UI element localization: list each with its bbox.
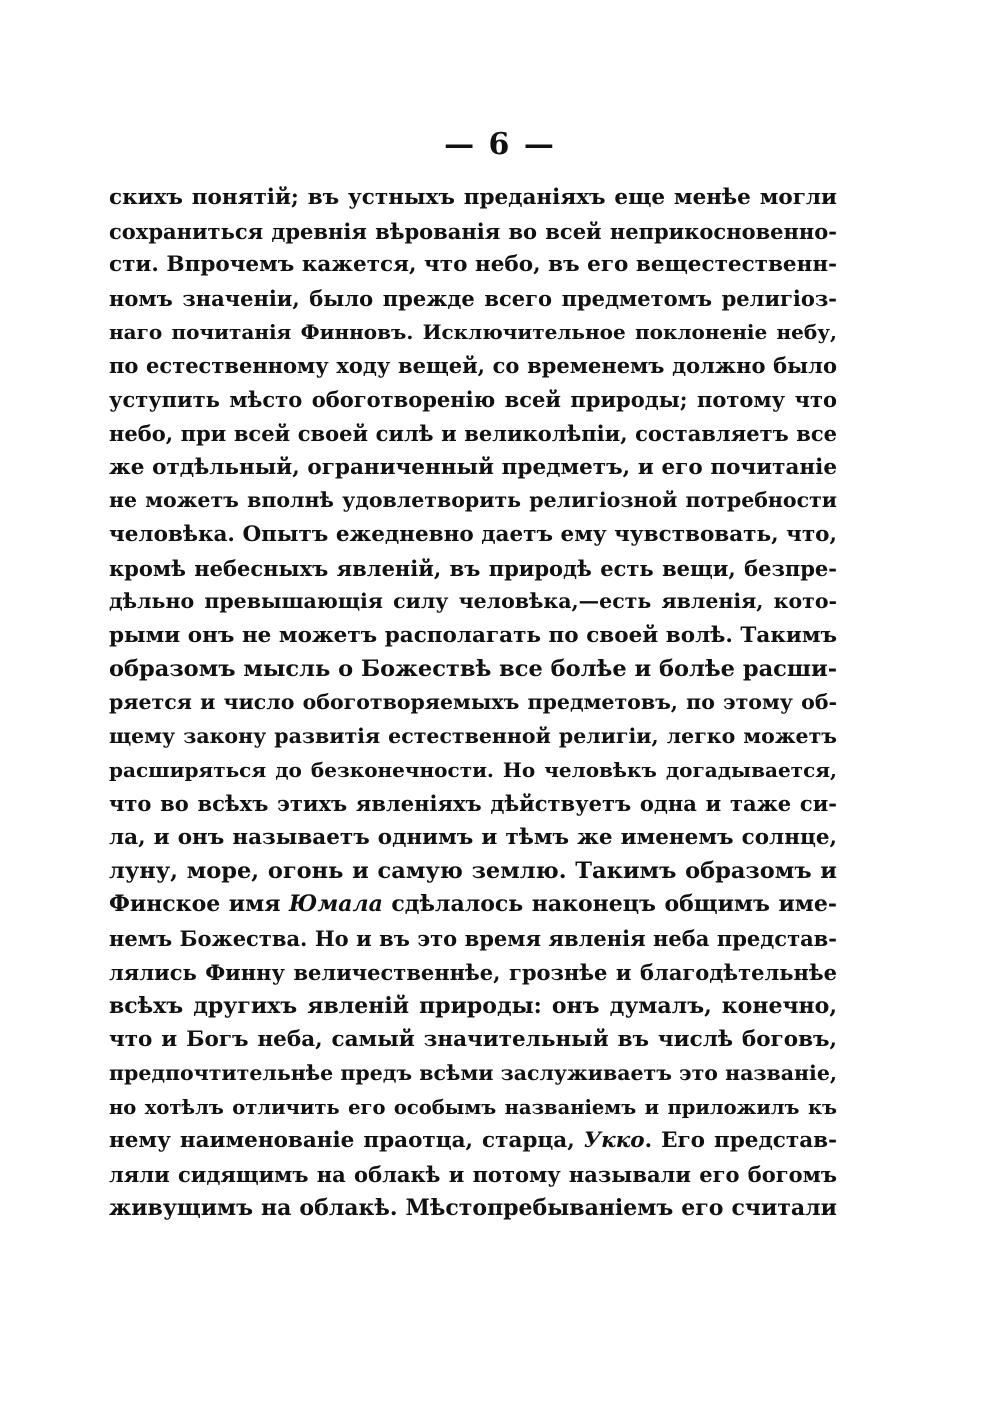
text-run: нему наименованіе праотца, старца, — [109, 1128, 584, 1154]
text-line — [109, 922, 837, 956]
text-run: лялись Финну величественнѣе, грознѣе и благодѣтельнѣе — [109, 959, 837, 985]
text-run: но хотѣлъ отличить его особымъ названіемъ и приложилъ къ — [109, 1095, 837, 1119]
text-run: образомъ мысль о Божествѣ все болѣе и болѣе расши- — [109, 655, 837, 682]
text-run: сти. Впрочемъ кажется, что небо, въ его вещестественн- — [109, 252, 837, 278]
text-run: наго почитанія Финновъ. Исключительное поклоненіе небу, — [109, 319, 837, 344]
text-line — [109, 215, 837, 249]
text-line — [109, 653, 837, 687]
text-run: живущимъ на облакѣ. Мѣстопребываніемъ его считали — [109, 1194, 837, 1221]
text-run: расширяться до безконечности. Но человѣкъ догадывается, — [109, 757, 837, 782]
emphasized-word: Укко — [583, 1128, 645, 1154]
text-line — [109, 585, 837, 619]
text-run: Финское имя — [109, 891, 290, 918]
text-line — [109, 417, 837, 451]
text-line — [109, 316, 837, 350]
text-line — [109, 181, 837, 215]
text-run: сдѣлалось наконецъ общимъ име- — [382, 891, 837, 918]
text-line — [109, 821, 837, 855]
text-line — [109, 282, 837, 316]
text-run: что во всѣхъ этихъ явленіяхъ дѣйствуетъ одна и таже си- — [109, 791, 837, 817]
text-run: по естественному ходу вещей, со временемъ должно было — [109, 353, 837, 379]
text-line — [109, 754, 837, 788]
text-line — [109, 552, 837, 586]
text-line — [109, 451, 837, 485]
text-line — [109, 1124, 837, 1158]
text-line — [109, 686, 837, 720]
text-run: кромѣ небесныхъ явленій, въ природѣ есть вещи, безпре- — [109, 555, 837, 581]
text-line — [109, 720, 837, 754]
text-line — [109, 349, 837, 383]
body-text — [109, 181, 837, 1225]
text-line — [109, 888, 837, 922]
text-run: не можетъ вполнѣ удовлетворить религіозной потребности — [109, 488, 837, 513]
text-run: ляли сидящимъ на облакѣ и потому называли его богомъ — [109, 1161, 837, 1187]
text-run: предпочтительнѣе предъ всѣми заслуживаетъ это названіе, — [109, 1060, 837, 1085]
text-line — [109, 248, 837, 282]
text-run: рыми онъ не можетъ располагать по своей волѣ. Такимъ — [109, 622, 837, 648]
text-run: номъ значеніи, было прежде всего предметомъ религіоз- — [109, 286, 837, 312]
emphasized-word: Юмала — [289, 891, 383, 918]
text-run: ряется и число обоготворяемыхъ предметовъ, по этому об- — [109, 690, 837, 715]
text-run: же отдѣльный, ограниченный предметъ, и его почитаніе — [109, 454, 837, 480]
text-line — [109, 383, 837, 417]
text-line — [109, 518, 837, 552]
text-line — [109, 619, 837, 653]
text-line — [109, 855, 837, 889]
text-run: луну, море, огонь и самую землю. Такимъ образомъ и — [109, 857, 837, 884]
page-number: — 6 — — [444, 127, 556, 162]
text-run: немъ Божества. Но и въ это время явленія неба представ- — [109, 926, 837, 952]
text-line — [109, 990, 837, 1024]
text-line — [109, 787, 837, 821]
text-run: сохраниться древнія вѣрованія во всей неприкосновенно- — [109, 218, 837, 244]
text-line — [109, 1023, 837, 1057]
text-run: уступить мѣсто обоготворенію всей природы; потому что — [109, 387, 837, 413]
text-line — [109, 1091, 837, 1125]
text-run: всѣхъ другихъ явленій природы: онъ думалъ, конечно, — [109, 992, 837, 1019]
text-line — [109, 1158, 837, 1192]
text-line — [109, 956, 837, 990]
text-run: ла, и онъ называетъ однимъ и тѣмъ же именемъ солнце, — [109, 825, 837, 851]
text-run: щему закону развитія естественной религіи, легко можетъ — [109, 724, 837, 748]
text-line — [109, 1057, 837, 1091]
text-run: небо, при всей своей силѣ и великолѣпіи, составляетъ все — [109, 420, 837, 446]
text-run: человѣка. Опытъ ежедневно даетъ ему чувствовать, что, — [109, 521, 837, 547]
text-run: скихъ понятій; въ устныхъ преданіяхъ еще менѣе могли — [109, 185, 837, 210]
text-line — [109, 484, 837, 518]
text-run: что и Богъ неба, самый значительный въ числѣ боговъ, — [109, 1027, 837, 1053]
text-run: . Его представ- — [644, 1128, 837, 1154]
text-line — [109, 1192, 837, 1226]
text-run: дѣльно превышающія силу человѣка,—есть явленія, кото- — [109, 589, 837, 614]
